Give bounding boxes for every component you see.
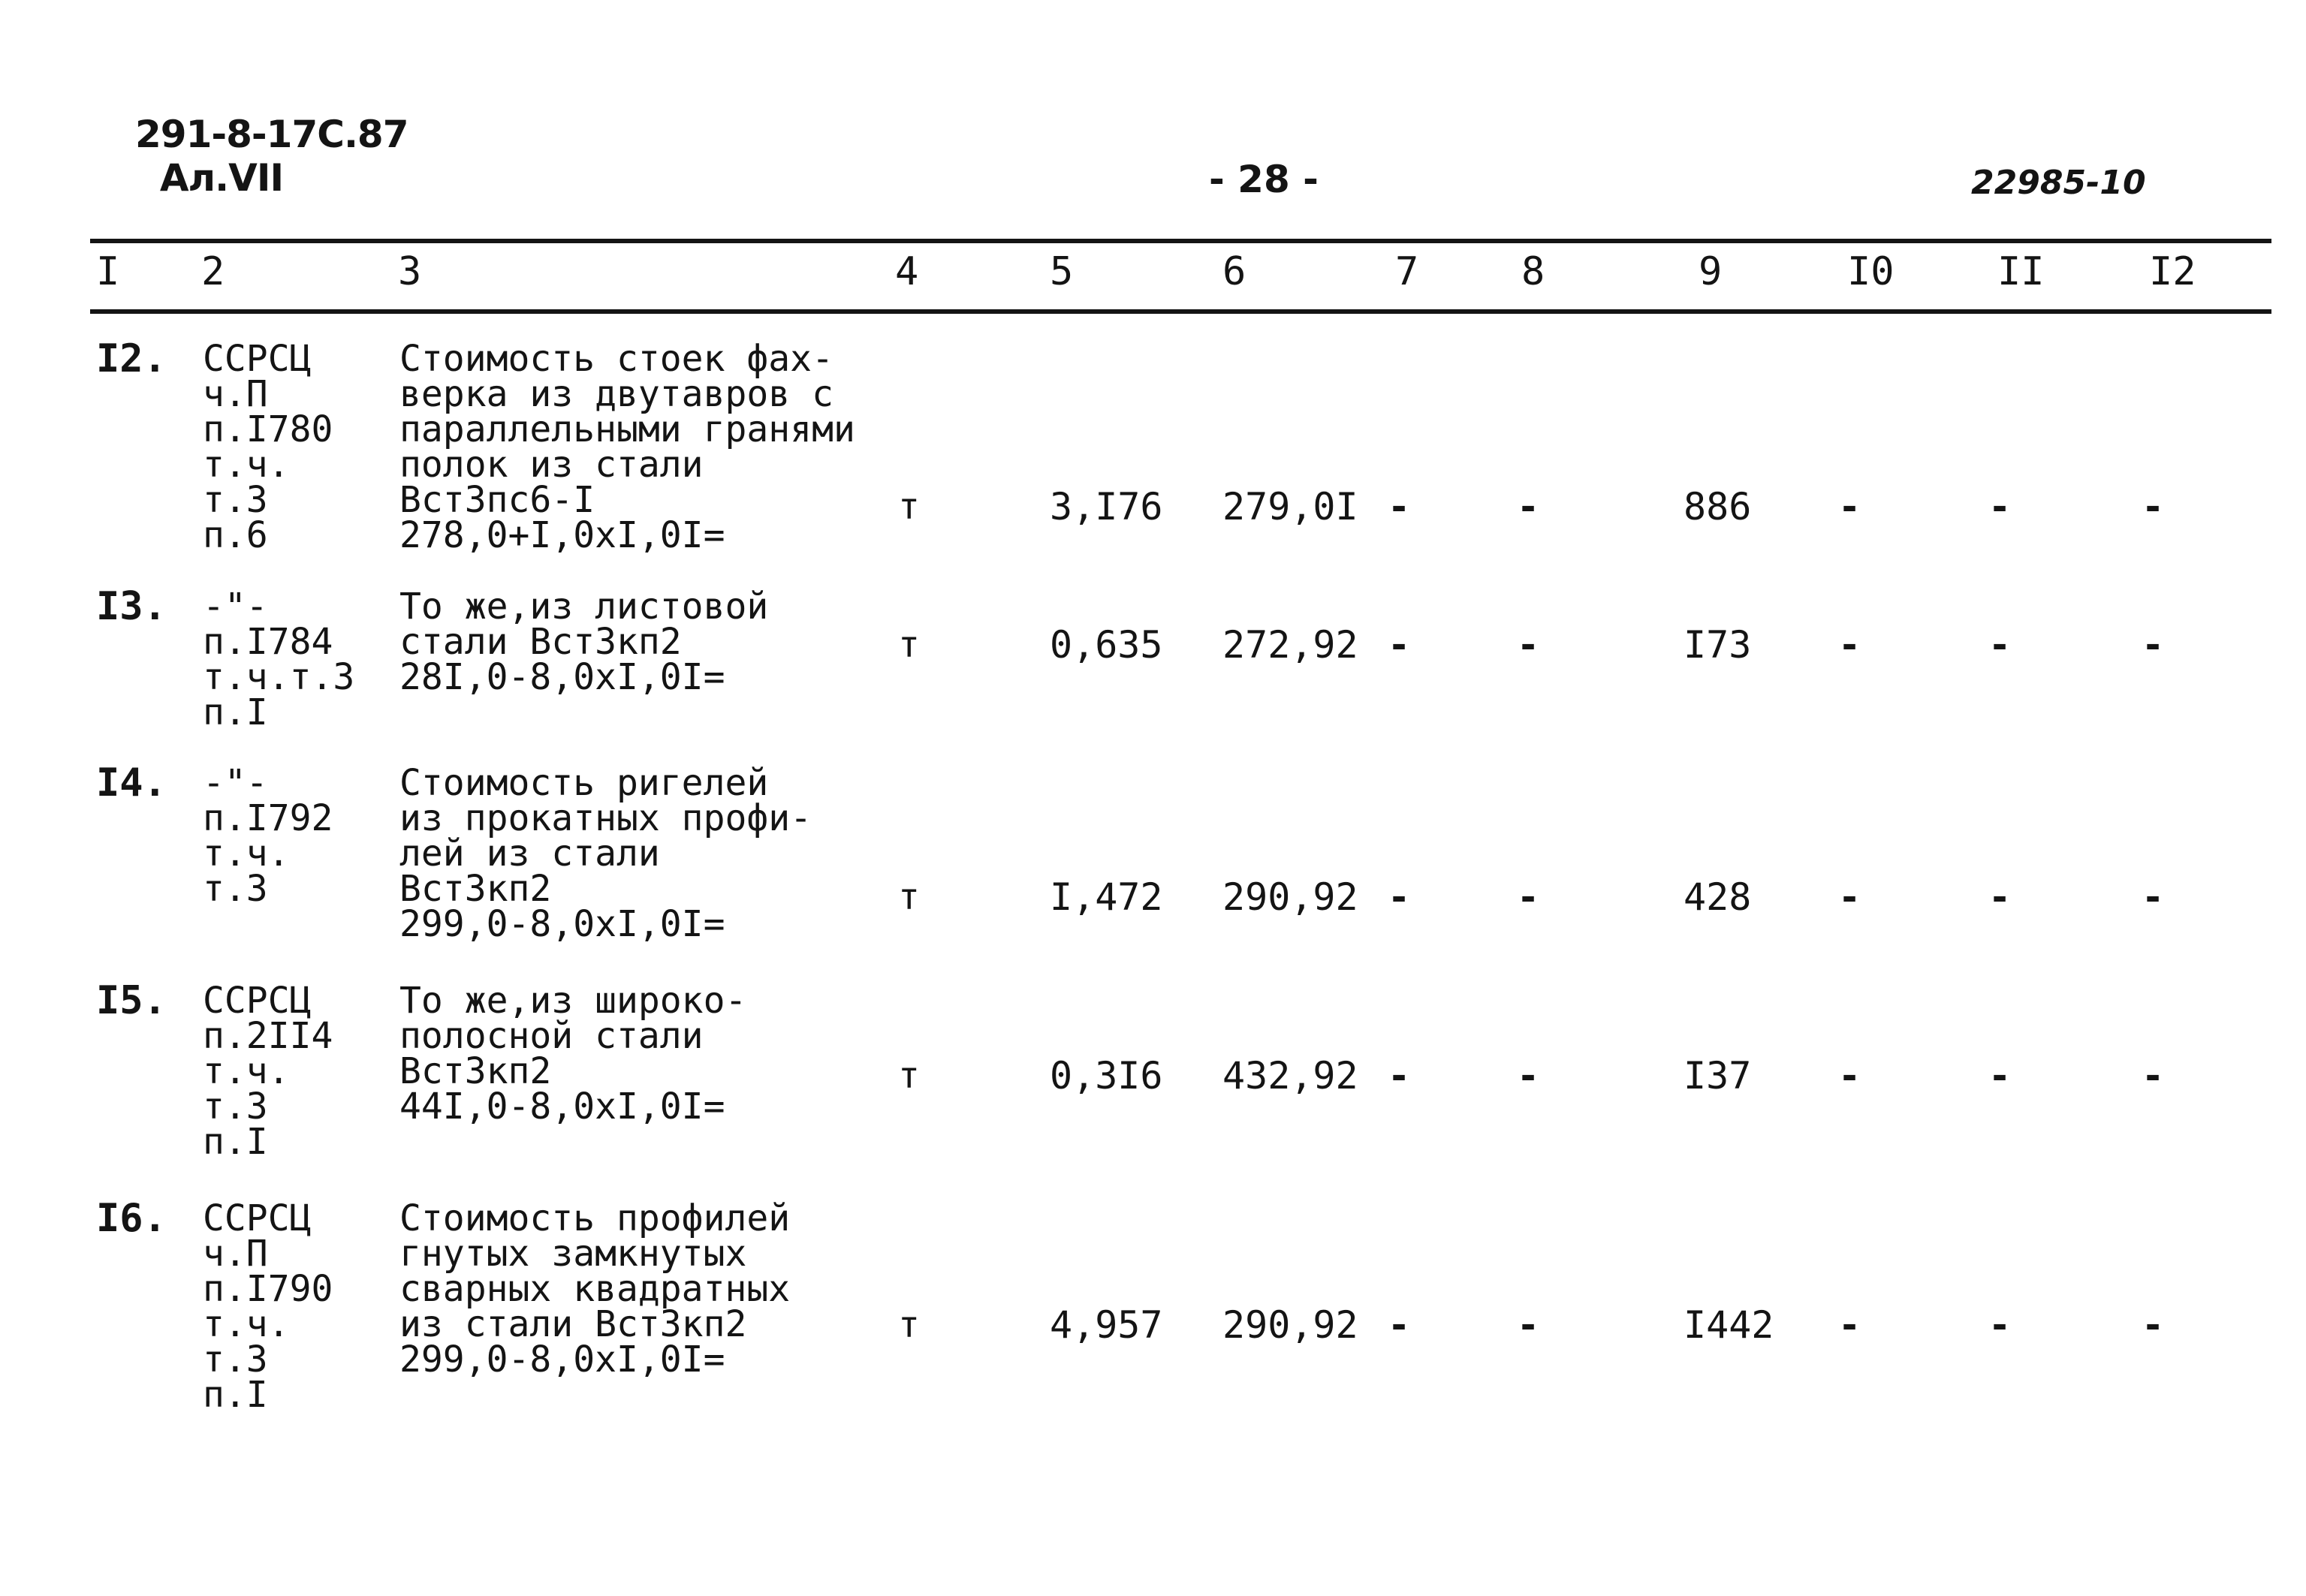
cell-total: I37 bbox=[1684, 1054, 1752, 1098]
reference-line: п.I780 bbox=[203, 408, 333, 450]
cell-quantity: 0,635 bbox=[1050, 623, 1163, 667]
cell-col12: - bbox=[2142, 1303, 2165, 1347]
column-header-8: 8 bbox=[1521, 249, 1545, 294]
cell-description bbox=[399, 338, 855, 556]
description-line: 278,0+I,0xI,0I= bbox=[399, 514, 725, 556]
cell-total: I442 bbox=[1684, 1303, 1774, 1347]
cell-item-number: I3. bbox=[96, 584, 167, 629]
cell-col7: - bbox=[1388, 1054, 1411, 1098]
reference-line: т.ч. bbox=[203, 444, 290, 486]
description-line: гнутых замкнутых bbox=[399, 1233, 747, 1275]
cell-unit: т bbox=[898, 1304, 920, 1346]
column-header-9: 9 bbox=[1699, 249, 1723, 294]
cell-reference bbox=[203, 586, 355, 733]
cell-col8: - bbox=[1517, 623, 1540, 667]
column-header-11: II bbox=[1997, 249, 2045, 294]
cell-col12: - bbox=[2142, 1054, 2165, 1098]
column-header-4: 4 bbox=[895, 249, 919, 294]
reference-line: т.3 bbox=[203, 868, 268, 910]
column-header-2: 2 bbox=[201, 249, 225, 294]
column-header-1: I bbox=[96, 249, 120, 294]
reference-line: п.6 bbox=[203, 514, 268, 556]
cell-quantity: I,472 bbox=[1050, 875, 1163, 919]
description-line: полосной стали bbox=[399, 1015, 704, 1057]
reference-line: т.ч. bbox=[203, 833, 290, 875]
description-line: Стоимость профилей bbox=[399, 1197, 791, 1239]
document-code-line1: 291-8-17С.87 bbox=[135, 113, 408, 156]
description-line: ВстЗпс6-I bbox=[399, 479, 595, 521]
cell-col11: - bbox=[1988, 875, 2012, 919]
cell-unit: т bbox=[898, 876, 920, 918]
description-line: полок из стали bbox=[399, 444, 704, 486]
cell-col12: - bbox=[2142, 875, 2165, 919]
reference-line: п.I bbox=[203, 1121, 268, 1163]
document-code bbox=[135, 113, 408, 200]
cell-description bbox=[399, 980, 747, 1128]
cell-total: 886 bbox=[1684, 485, 1752, 528]
column-header-10: I0 bbox=[1847, 249, 1895, 294]
description-line: лей из стали bbox=[399, 833, 660, 875]
cell-col11: - bbox=[1988, 1054, 2012, 1098]
reference-line: п.I792 bbox=[203, 797, 333, 839]
cell-total: I73 bbox=[1684, 623, 1752, 667]
description-line: Стоимость стоек фах- bbox=[399, 338, 833, 380]
table-top-rule bbox=[90, 239, 2271, 243]
description-line: 299,0-8,0xI,0I= bbox=[399, 903, 725, 945]
cell-col10: - bbox=[1838, 1054, 1861, 1098]
reference-line: т.3 bbox=[203, 1339, 268, 1381]
reference-line: т.ч. bbox=[203, 1050, 290, 1092]
cell-description bbox=[399, 586, 769, 698]
description-line: То же,из широко- bbox=[399, 980, 747, 1022]
cell-reference bbox=[203, 1197, 333, 1416]
cell-reference bbox=[203, 762, 333, 910]
column-header-3: 3 bbox=[398, 249, 422, 294]
document-code-line2: Ал.VII bbox=[159, 156, 284, 200]
description-line: То же,из листовой bbox=[399, 586, 769, 628]
cell-unit-price: 290,92 bbox=[1222, 1303, 1358, 1347]
cell-col11: - bbox=[1988, 485, 2012, 528]
cell-col10: - bbox=[1838, 485, 1861, 528]
cell-unit: т bbox=[898, 486, 920, 528]
cell-col12: - bbox=[2142, 623, 2165, 667]
description-line: 299,0-8,0xI,0I= bbox=[399, 1339, 725, 1381]
reference-line: ССРСЦ bbox=[203, 1197, 312, 1239]
column-header-7: 7 bbox=[1395, 249, 1419, 294]
description-line: сварных квадратных bbox=[399, 1268, 791, 1310]
cell-unit-price: 432,92 bbox=[1222, 1054, 1358, 1098]
cell-col11: - bbox=[1988, 623, 2012, 667]
cell-unit-price: 279,0I bbox=[1222, 485, 1358, 528]
reference-line: п.I bbox=[203, 691, 268, 733]
reference-line: т.ч. bbox=[203, 1303, 290, 1345]
reference-line: ССРСЦ bbox=[203, 338, 312, 380]
reference-line: ч.П bbox=[203, 1233, 268, 1275]
cell-item-number: I2. bbox=[96, 336, 167, 381]
cell-unit-price: 272,92 bbox=[1222, 623, 1358, 667]
cell-col7: - bbox=[1388, 623, 1411, 667]
document-number: 22985-10 bbox=[1971, 164, 2146, 202]
description-line: параллельными гранями bbox=[399, 408, 855, 450]
description-line: 28I,0-8,0xI,0I= bbox=[399, 656, 725, 698]
reference-line: -"- bbox=[203, 762, 268, 804]
reference-line: п.2II4 bbox=[203, 1015, 333, 1057]
cell-col7: - bbox=[1388, 875, 1411, 919]
description-line: Стоимость ригелей bbox=[399, 762, 769, 804]
cell-reference bbox=[203, 980, 333, 1163]
cell-item-number: I4. bbox=[96, 760, 167, 806]
column-header-5: 5 bbox=[1050, 249, 1074, 294]
cell-unit: т bbox=[898, 1055, 920, 1097]
reference-line: ч.П bbox=[203, 373, 268, 415]
cell-col7: - bbox=[1388, 1303, 1411, 1347]
cell-item-number: I6. bbox=[96, 1196, 167, 1241]
reference-line: т.3 bbox=[203, 479, 268, 521]
cell-col8: - bbox=[1517, 1054, 1540, 1098]
cell-unit-price: 290,92 bbox=[1222, 875, 1358, 919]
description-line: из стали ВстЗкп2 bbox=[399, 1303, 747, 1345]
cell-item-number: I5. bbox=[96, 978, 167, 1023]
cell-col8: - bbox=[1517, 485, 1540, 528]
column-header-6: 6 bbox=[1222, 249, 1246, 294]
cell-reference bbox=[203, 338, 333, 556]
cell-col8: - bbox=[1517, 875, 1540, 919]
cell-quantity: 4,957 bbox=[1050, 1303, 1163, 1347]
description-line: ВстЗкп2 bbox=[399, 868, 552, 910]
page-number: - 28 - bbox=[1209, 158, 1319, 201]
description-line: стали ВстЗкп2 bbox=[399, 621, 682, 663]
description-line: верка из двутавров с bbox=[399, 373, 833, 415]
cell-col10: - bbox=[1838, 1303, 1861, 1347]
description-line: из прокатных профи- bbox=[399, 797, 812, 839]
table-header-rule bbox=[90, 309, 2271, 314]
reference-line: п.I784 bbox=[203, 621, 333, 663]
description-line: 44I,0-8,0xI,0I= bbox=[399, 1086, 725, 1128]
reference-line: т.3 bbox=[203, 1086, 268, 1128]
cell-quantity: 0,3I6 bbox=[1050, 1054, 1163, 1098]
reference-line: п.I bbox=[203, 1374, 268, 1416]
column-header-12: I2 bbox=[2149, 249, 2196, 294]
reference-line: п.I790 bbox=[203, 1268, 333, 1310]
cell-col10: - bbox=[1838, 623, 1861, 667]
cell-col11: - bbox=[1988, 1303, 2012, 1347]
cell-quantity: 3,I76 bbox=[1050, 485, 1163, 528]
cell-col12: - bbox=[2142, 485, 2165, 528]
cell-col8: - bbox=[1517, 1303, 1540, 1347]
cell-col7: - bbox=[1388, 485, 1411, 528]
reference-line: -"- bbox=[203, 586, 268, 628]
reference-line: ССРСЦ bbox=[203, 980, 312, 1022]
cell-unit: т bbox=[898, 624, 920, 666]
cell-description bbox=[399, 1197, 791, 1381]
cell-total: 428 bbox=[1684, 875, 1752, 919]
description-line: ВстЗкп2 bbox=[399, 1050, 552, 1092]
cell-col10: - bbox=[1838, 875, 1861, 919]
cell-description bbox=[399, 762, 812, 945]
reference-line: т.ч.т.3 bbox=[203, 656, 355, 698]
